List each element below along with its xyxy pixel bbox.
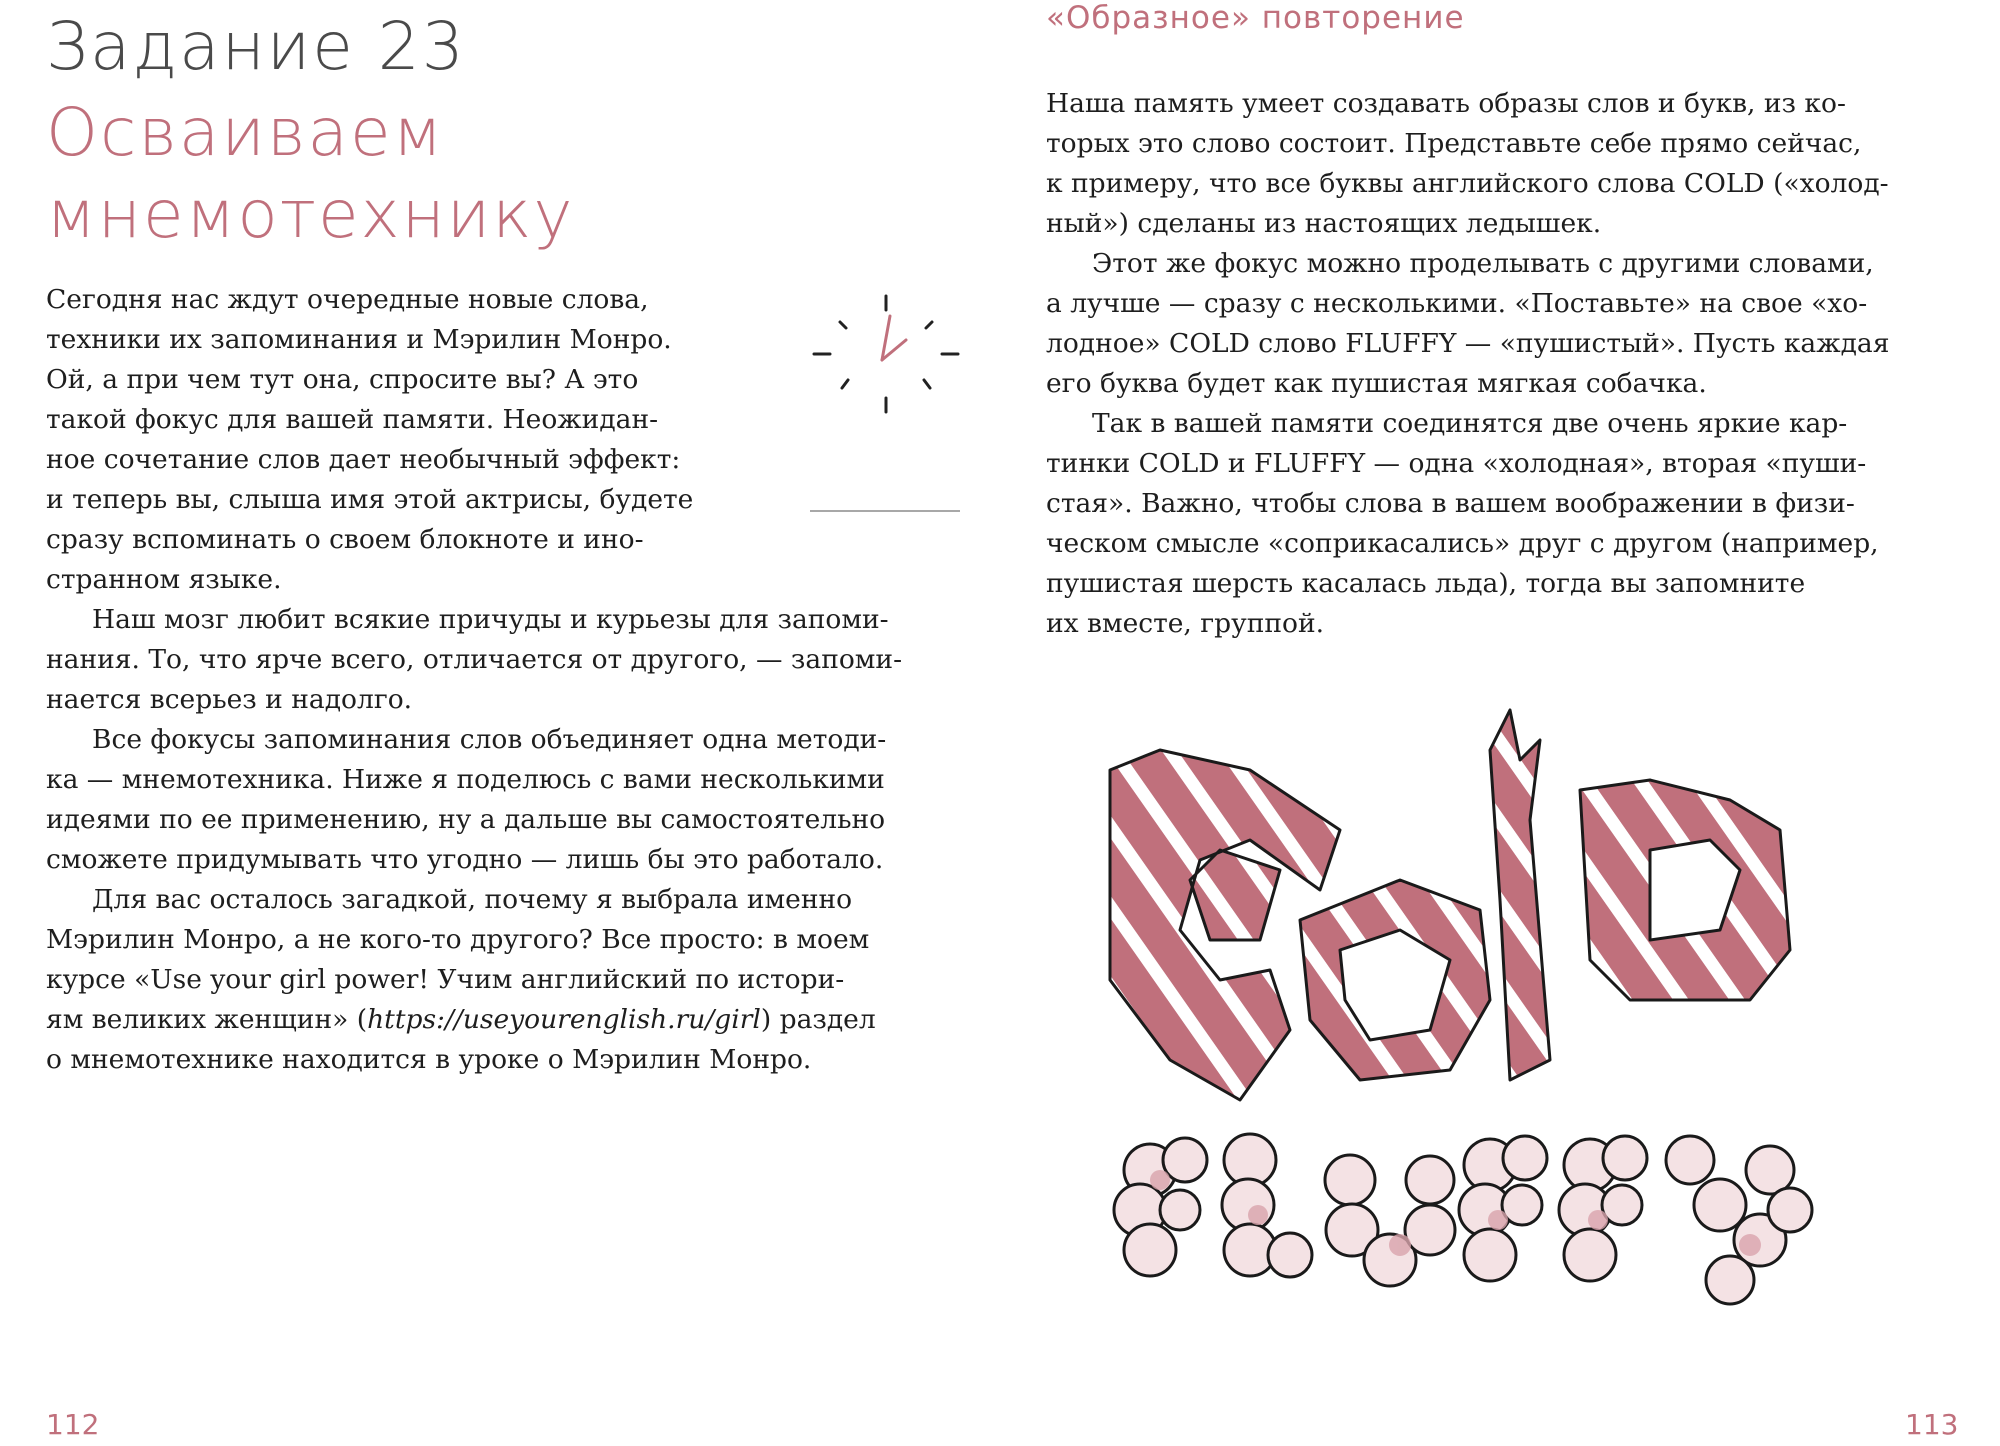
text-line: его буква будет как пушистая мягкая собачка. — [1046, 368, 1707, 399]
heading-line: Осваиваем — [46, 94, 445, 171]
right-page — [1000, 0, 2000, 1446]
text-line: сразу вспоминать о своем блокноте и ино- — [46, 524, 644, 555]
text-line: техники их запоминания и Мэрилин Монро. — [46, 324, 672, 355]
text-line: нания. То, что ярче всего, отличается от другого, — запоми- — [46, 644, 903, 675]
text-line: их вместе, группой. — [1046, 608, 1325, 639]
cold-fluffy-illustration — [1070, 700, 1950, 1320]
text-line: курсе «Use your girl power! Учим английский по истори- — [46, 964, 845, 995]
body-paragraphs — [46, 600, 966, 1080]
text-line: Сегодня нас ждут очередные новые слова, — [46, 284, 649, 315]
text-line: тинки COLD и FLUFFY — одна «холодная», вторая «пуши- — [1046, 448, 1867, 479]
text-line: ческом смысле «соприкасались» друг с другом (например, — [1046, 528, 1879, 559]
text-line: такой фокус для вашей памяти. Неожидан- — [46, 404, 659, 435]
text-line: нается всерьез и надолго. — [46, 684, 413, 715]
text-line: Мэрилин Монро, а не кого-то другого? Все просто: в моем — [46, 924, 870, 955]
text-line: идеями по ее применению, ну а дальше вы самостоятельно — [46, 804, 886, 835]
page-number: 112 — [46, 1408, 100, 1441]
text-fragment: ) раздел — [760, 1004, 876, 1035]
text-line: Для вас осталось загадкой, почему я выбрала именно — [92, 884, 853, 915]
text-line: странном языке. — [46, 564, 282, 595]
fluffy-word-art — [1114, 1134, 1812, 1304]
text-line: торых это слово состоит. Представьте себе прямо сейчас, — [1046, 128, 1862, 159]
task-label: Задание 23 — [46, 8, 466, 85]
text-line-with-link — [46, 1000, 966, 1040]
letter-o — [1300, 880, 1490, 1080]
right-paragraphs — [1046, 84, 1976, 644]
divider — [810, 510, 960, 512]
letter-l — [1490, 710, 1550, 1080]
text-line: сможете придумывать что угодно — лишь бы это работало. — [46, 844, 884, 875]
text-line: Так в вашей памяти соединятся две очень яркие кар- — [1092, 408, 1848, 439]
clock-icon — [800, 284, 960, 424]
section-title: «Образное» повторение — [1046, 0, 1465, 36]
text-line: ное сочетание слов дает необычный эффект: — [46, 444, 681, 475]
text-line: о мнемотехнике находится в уроке о Мэрилин Монро. — [46, 1044, 812, 1075]
text-line: ка — мнемотехника. Ниже я поделюсь с вами несколькими — [46, 764, 885, 795]
text-line: пушистая шерсть касалась льда), тогда вы запомните — [1046, 568, 1806, 599]
text-line: Наша память умеет создавать образы слов и букв, из ко- — [1046, 88, 1846, 119]
text-line: ный») сделаны из настоящих ледышек. — [1046, 208, 1602, 239]
heading-line: мнемотехнику — [46, 176, 575, 253]
intro-paragraph — [46, 280, 766, 600]
task-heading — [46, 92, 746, 256]
text-line: к примеру, что все буквы английского слова COLD («холод- — [1046, 168, 1889, 199]
text-line: а лучше — сразу с несколькими. «Поставьте» на свое «хо- — [1046, 288, 1868, 319]
text-fragment: ям великих женщин» ( — [46, 1004, 368, 1035]
text-line: и теперь вы, слыша имя этой актрисы, будете — [46, 484, 694, 515]
text-line: Этот же фокус можно проделывать с другими словами, — [1092, 248, 1874, 279]
text-line: лодное» COLD слово FLUFFY — «пушистый». Пусть каждая — [1046, 328, 1890, 359]
course-link[interactable]: https://useyourenglish.ru/girl — [367, 1004, 761, 1035]
text-line: Все фокусы запоминания слов объединяет одна методи- — [92, 724, 887, 755]
letter-d — [1580, 780, 1790, 1000]
text-line: стая». Важно, чтобы слова в вашем воображении в физи- — [1046, 488, 1855, 519]
cold-word-art — [1110, 710, 1790, 1100]
text-line: Ой, а при чем тут она, спросите вы? А это — [46, 364, 639, 395]
text-line: Наш мозг любит всякие причуды и курьезы для запоми- — [92, 604, 889, 635]
page-number: 113 — [1905, 1408, 1959, 1441]
